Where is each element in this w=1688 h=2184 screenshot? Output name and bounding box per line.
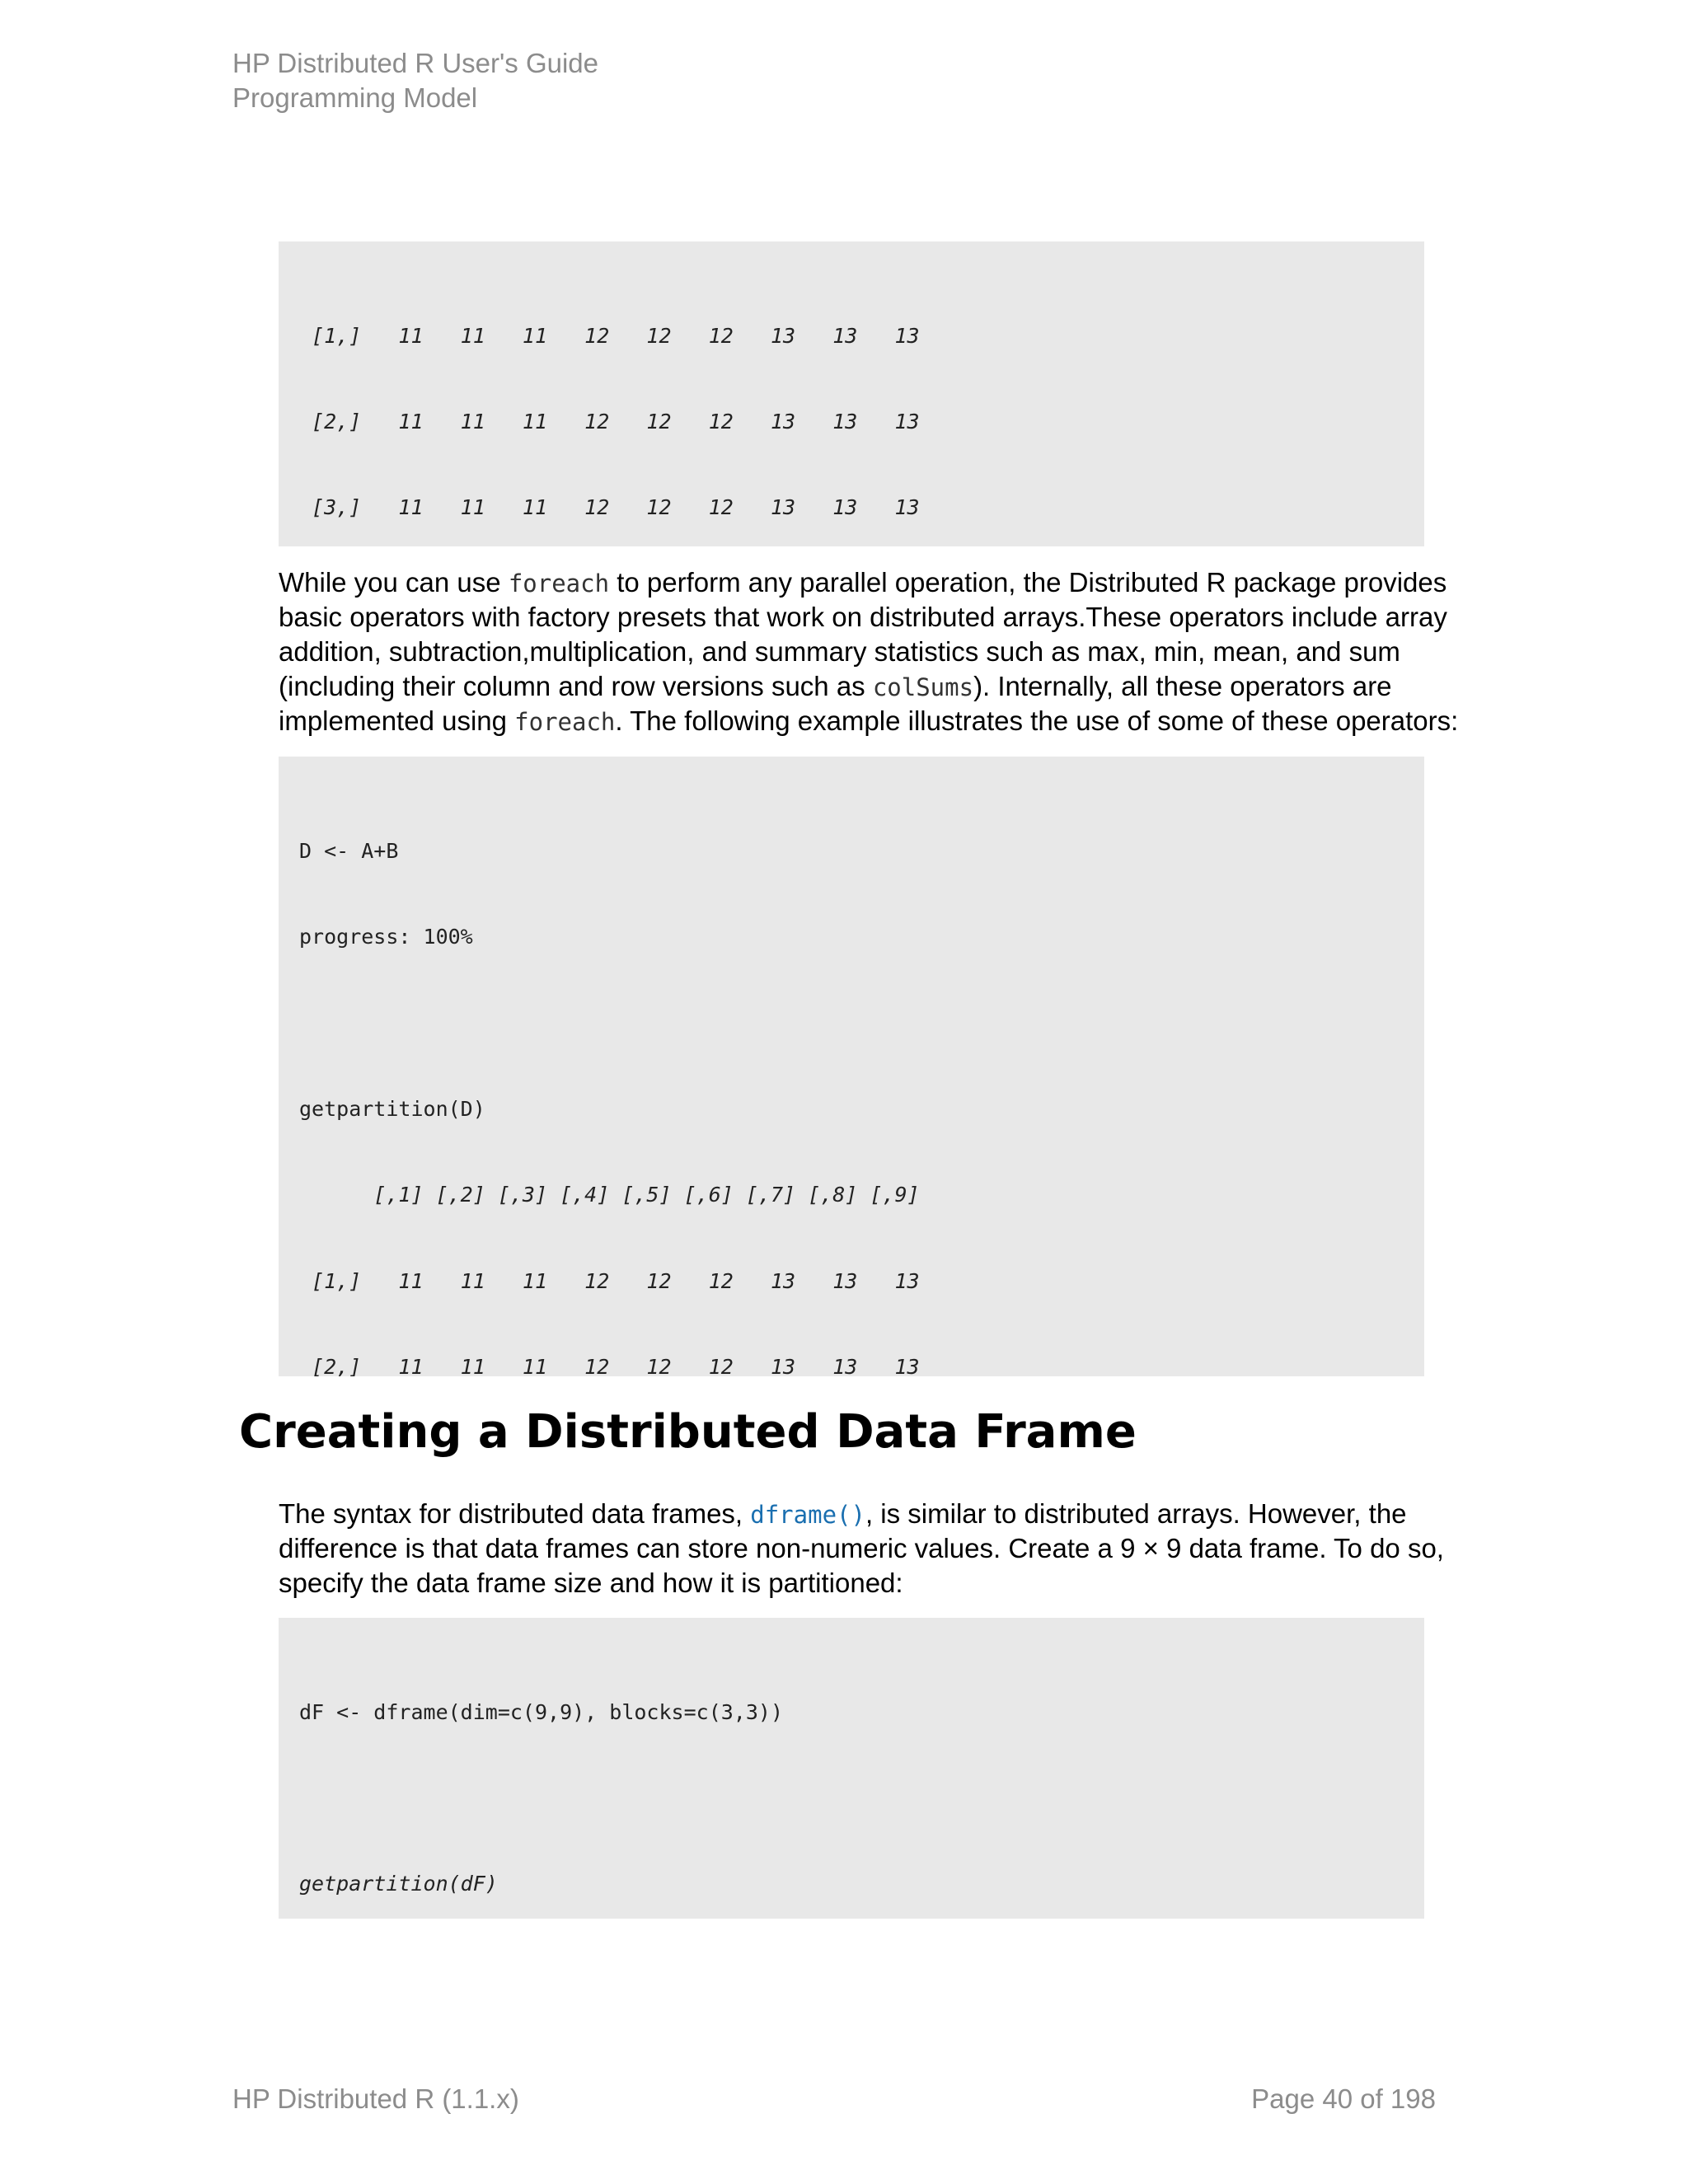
paragraph-line bbox=[279, 565, 1447, 600]
paragraph-line bbox=[279, 704, 1459, 738]
code-line: D <- A+B bbox=[299, 838, 399, 863]
paragraph-operators bbox=[279, 565, 1459, 738]
code-blank-line bbox=[299, 1009, 1424, 1038]
text: The syntax for distributed data frames, bbox=[279, 1498, 751, 1529]
paragraph-line: difference is that data frames can store non-numeric values. Create a 9 × 9 data frame. To do so, bbox=[279, 1533, 1444, 1563]
code-line: [1,] 11 11 11 12 12 12 13 13 13 bbox=[299, 323, 920, 348]
code-line: [3,] 11 11 11 12 12 12 13 13 13 bbox=[299, 495, 920, 520]
paragraph-line: basic operators with factory presets that work on distributed arrays.These operators include array bbox=[279, 602, 1447, 632]
code-line: progress: 100% bbox=[299, 924, 473, 949]
code-line: [1,] 11 11 11 12 12 12 13 13 13 bbox=[299, 1268, 920, 1293]
code-line: getpartition(D) bbox=[299, 1096, 485, 1121]
paragraph-line bbox=[279, 669, 1432, 704]
code-line-matrix-header: [,1] [,2] [,3] [,4] [,5] [,6] [,7] [,8] [,9] bbox=[299, 1183, 920, 1207]
text: . The following example illustrates the use of some of these operators: bbox=[615, 705, 1459, 736]
text: (including their column and row versions such as bbox=[279, 671, 873, 701]
text: implemented using bbox=[279, 705, 515, 736]
code-block-matrix-output bbox=[279, 241, 1424, 546]
text: While you can use bbox=[279, 567, 509, 598]
paragraph-dframe bbox=[279, 1497, 1444, 1601]
inline-code-colsums: colSums bbox=[872, 673, 974, 701]
paragraph-line bbox=[279, 1497, 1432, 1531]
section-title: Programming Model bbox=[232, 82, 478, 113]
code-blank-line bbox=[299, 1784, 1424, 1813]
inline-code-foreach: foreach bbox=[508, 569, 610, 598]
text: , is similar to distributed arrays. However, the bbox=[865, 1498, 1407, 1529]
section-heading: Creating a Distributed Data Frame bbox=[239, 1405, 1137, 1459]
paragraph-line: addition, subtraction,multiplication, and summary statistics such as max, min, mean, and sum bbox=[279, 636, 1400, 667]
code-block-dframe-example bbox=[279, 1618, 1424, 1919]
dframe-link[interactable]: dframe() bbox=[750, 1501, 865, 1529]
code-line: [2,] 11 11 11 12 12 12 13 13 13 bbox=[299, 409, 920, 434]
code-block-operators-example bbox=[279, 757, 1424, 1376]
text: ). Internally, all these operators are bbox=[973, 671, 1392, 701]
inline-code-foreach: foreach bbox=[514, 708, 616, 736]
code-line: dF <- dframe(dim=c(9,9), blocks=c(3,3)) bbox=[299, 1699, 783, 1724]
paragraph-line: specify the data frame size and how it is partitioned: bbox=[279, 1568, 903, 1598]
running-header bbox=[232, 46, 598, 115]
footer-product: HP Distributed R (1.1.x) bbox=[232, 2083, 519, 2114]
document-title: HP Distributed R User's Guide bbox=[232, 48, 599, 78]
footer-page-number: Page 40 of 198 bbox=[1251, 2083, 1436, 2114]
code-line: getpartition(dF) bbox=[299, 1872, 498, 1896]
text: to perform any parallel operation, the Distributed R package provides bbox=[609, 567, 1447, 598]
code-line: [2,] 11 11 11 12 12 12 13 13 13 bbox=[299, 1354, 920, 1376]
